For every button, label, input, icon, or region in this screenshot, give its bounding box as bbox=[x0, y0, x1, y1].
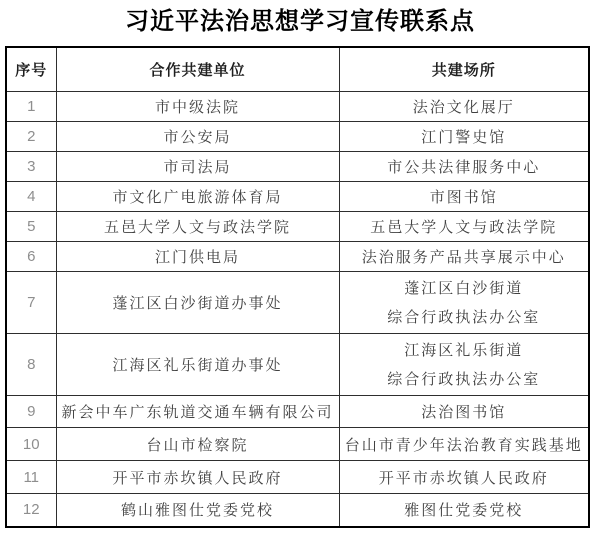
serial-cell: 4 bbox=[6, 182, 56, 212]
table-row bbox=[6, 152, 589, 182]
venue-cell bbox=[339, 272, 589, 334]
table-row bbox=[6, 242, 589, 272]
serial-cell: 6 bbox=[6, 242, 56, 272]
table-row bbox=[6, 428, 589, 461]
venue-line: 蓬江区白沙街道 bbox=[404, 278, 524, 297]
serial-cell: 2 bbox=[6, 122, 56, 152]
venue-cell: 法治图书馆 bbox=[339, 396, 589, 428]
unit-cell: 鹤山雅图仕党委党校 bbox=[56, 494, 339, 527]
unit-cell: 市中级法院 bbox=[56, 92, 339, 122]
unit-cell: 开平市赤坎镇人民政府 bbox=[56, 461, 339, 494]
venue-line: 综合行政执法办公室 bbox=[387, 307, 541, 326]
venue-cell bbox=[339, 334, 589, 396]
table-header-row bbox=[6, 47, 589, 92]
table-row bbox=[6, 122, 589, 152]
table-row bbox=[6, 334, 589, 396]
unit-cell: 市文化广电旅游体育局 bbox=[56, 182, 339, 212]
table-row bbox=[6, 182, 589, 212]
table-row bbox=[6, 494, 589, 527]
table-row bbox=[6, 272, 589, 334]
venue-line: 综合行政执法办公室 bbox=[387, 369, 541, 388]
venue-cell: 五邑大学人文与政法学院 bbox=[339, 212, 589, 242]
serial-cell: 12 bbox=[6, 494, 56, 527]
venue-cell: 开平市赤坎镇人民政府 bbox=[339, 461, 589, 494]
unit-cell: 江门供电局 bbox=[56, 242, 339, 272]
unit-cell: 市公安局 bbox=[56, 122, 339, 152]
serial-cell: 11 bbox=[6, 461, 56, 494]
page-title: 习近平法治思想学习宣传联系点 bbox=[125, 6, 475, 35]
unit-cell: 市司法局 bbox=[56, 152, 339, 182]
table-row bbox=[6, 461, 589, 494]
serial-cell: 5 bbox=[6, 212, 56, 242]
serial-cell: 9 bbox=[6, 396, 56, 428]
serial-cell: 8 bbox=[6, 334, 56, 396]
unit-cell: 五邑大学人文与政法学院 bbox=[56, 212, 339, 242]
table-row bbox=[6, 396, 589, 428]
table-row bbox=[6, 92, 589, 122]
venue-cell: 江门警史馆 bbox=[339, 122, 589, 152]
contact-points-table bbox=[5, 46, 590, 528]
venue-cell: 市图书馆 bbox=[339, 182, 589, 212]
header-venue: 共建场所 bbox=[339, 47, 589, 92]
serial-cell: 10 bbox=[6, 428, 56, 461]
unit-cell: 台山市检察院 bbox=[56, 428, 339, 461]
header-serial-number: 序号 bbox=[6, 47, 56, 92]
venue-cell: 雅图仕党委党校 bbox=[339, 494, 589, 527]
header-unit: 合作共建单位 bbox=[56, 47, 339, 92]
venue-line: 江海区礼乐街道 bbox=[404, 340, 524, 359]
venue-cell: 法治服务产品共享展示中心 bbox=[339, 242, 589, 272]
unit-cell: 蓬江区白沙街道办事处 bbox=[56, 272, 339, 334]
unit-cell: 新会中车广东轨道交通车辆有限公司 bbox=[56, 396, 339, 428]
serial-cell: 7 bbox=[6, 272, 56, 334]
serial-cell: 3 bbox=[6, 152, 56, 182]
venue-cell: 法治文化展厅 bbox=[339, 92, 589, 122]
venue-cell: 市公共法律服务中心 bbox=[339, 152, 589, 182]
table-row bbox=[6, 212, 589, 242]
venue-cell: 台山市青少年法治教育实践基地 bbox=[339, 428, 589, 461]
serial-cell: 1 bbox=[6, 92, 56, 122]
unit-cell: 江海区礼乐街道办事处 bbox=[56, 334, 339, 396]
